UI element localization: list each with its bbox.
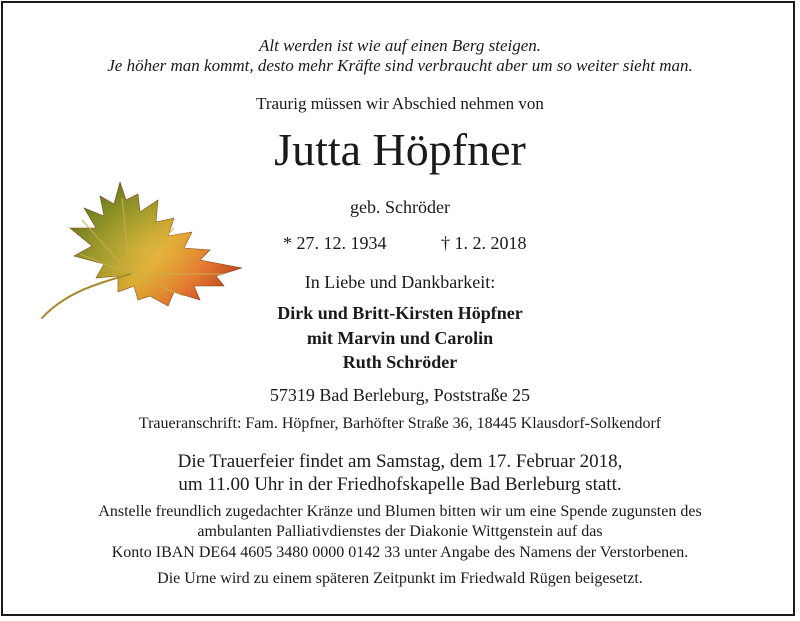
intro-text: Traurig müssen wir Abschied nehmen von — [256, 94, 544, 113]
donation-line-1: Anstelle freundlich zugedachter Kränze und Blumen bitten wir um eine Spende zugunsten des — [98, 503, 702, 520]
donation-line-3: Konto IBAN DE64 4605 3480 0000 0142 33 unter Angabe des Namens der Verstorbenen. — [111, 544, 689, 561]
mourner-line-2: mit Marvin und Carolin — [306, 328, 494, 348]
mourner-line-3: Ruth Schröder — [342, 352, 458, 372]
death-date: † 1. 2. 2018 — [441, 233, 527, 253]
donation-line-2: ambulanten Palliativdienstes der Diakonie Wittgenstein auf das — [197, 523, 603, 540]
birth-date: * 27. 12. 1934 — [283, 233, 387, 253]
family-address: 57319 Bad Berleburg, Poststraße 25 — [269, 385, 531, 405]
burial-note: Die Urne wird zu einem späteren Zeitpunkt im Friedwald Rügen beigesetzt. — [157, 570, 643, 587]
maiden-name: geb. Schröder — [350, 197, 450, 217]
dedication-text: In Liebe und Dankbarkeit: — [304, 272, 496, 292]
deceased-name: Jutta Höpfner — [274, 124, 526, 175]
ceremony-line-1: Die Trauerfeier findet am Samstag, dem 17. Februar 2018, — [177, 451, 623, 472]
quote-line-1: Alt werden ist wie auf einen Berg steigen. — [258, 36, 542, 55]
condolence-address: Traueranschrift: Fam. Höpfner, Barhöfter Straße 36, 18445 Klausdorf-Solkendorf — [138, 415, 662, 432]
ceremony-line-2: um 11.00 Uhr in der Friedhofskapelle Bad Berleburg statt. — [178, 474, 622, 495]
maple-leaf-icon — [34, 178, 250, 324]
mourner-line-1: Dirk und Britt-Kirsten Höpfner — [277, 303, 523, 323]
quote-line-2: Je höher man kommt, desto mehr Kräfte sind verbraucht aber um so weiter sieht man. — [107, 56, 693, 75]
